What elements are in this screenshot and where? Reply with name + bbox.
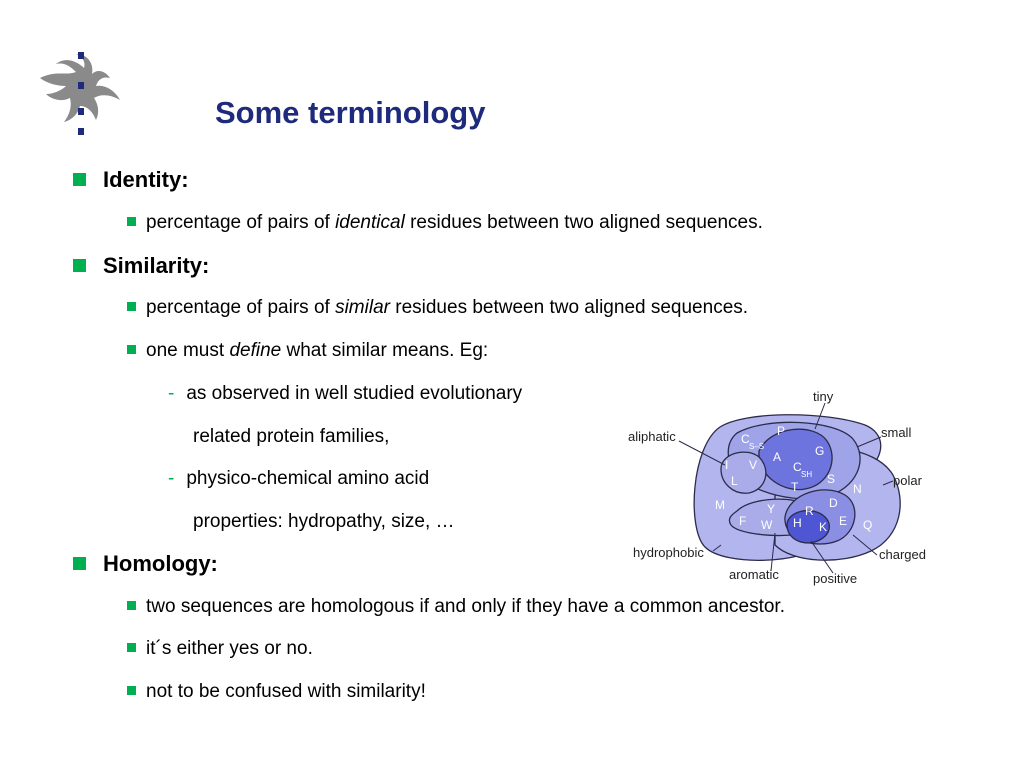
label-aliphatic: aliphatic bbox=[628, 429, 676, 444]
small-bullet-icon bbox=[127, 217, 136, 226]
emphasis: identical bbox=[335, 212, 405, 233]
text-part: percentage of pairs of bbox=[146, 212, 336, 233]
text-part: percentage of pairs of bbox=[146, 297, 336, 318]
square-bullet-icon bbox=[73, 557, 86, 570]
label-polar: polar bbox=[893, 473, 922, 488]
residue-y: Y bbox=[767, 502, 776, 516]
text-part: two sequences are homologous if and only if they have a common ancestor. bbox=[146, 596, 785, 617]
homology-heading-row bbox=[73, 551, 218, 577]
similarity-sub-item-continued: related protein families, bbox=[193, 426, 390, 447]
homology-heading: Homology: bbox=[103, 551, 218, 576]
homology-item bbox=[127, 596, 785, 618]
label-charged: charged bbox=[879, 547, 926, 562]
residue-m: M bbox=[715, 498, 725, 512]
residue-n: N bbox=[853, 482, 862, 496]
emphasis: define bbox=[229, 340, 282, 361]
amino-acid-venn-diagram bbox=[625, 385, 945, 590]
residue-sh: SH bbox=[801, 470, 813, 479]
similarity-sub-item bbox=[168, 468, 429, 490]
residue-e: E bbox=[839, 514, 848, 528]
text-part: as observed in well studied evolutionary bbox=[186, 383, 523, 404]
residue-g: G bbox=[815, 444, 825, 458]
text-part: residues between two aligned sequences. bbox=[404, 212, 763, 233]
residue-v: V bbox=[749, 458, 758, 472]
slide-title: Some terminology bbox=[215, 95, 486, 130]
similarity-sub-item-continued: properties: hydropathy, size, … bbox=[193, 511, 455, 532]
identity-item bbox=[127, 212, 763, 234]
small-bullet-icon bbox=[127, 686, 136, 695]
residue-s: S bbox=[827, 472, 836, 486]
square-bullet-icon bbox=[73, 259, 86, 272]
similarity-heading: Similarity: bbox=[103, 253, 210, 278]
residue-h: H bbox=[793, 516, 802, 530]
label-small: small bbox=[881, 425, 912, 440]
small-bullet-icon bbox=[127, 302, 136, 311]
residue-t: T bbox=[791, 480, 799, 494]
residue-f: F bbox=[739, 514, 747, 528]
residue-l: L bbox=[731, 474, 738, 488]
small-bullet-icon bbox=[127, 643, 136, 652]
text-part: not to be confused with similarity! bbox=[146, 681, 426, 702]
similarity-heading-row bbox=[73, 253, 209, 279]
small-bullet-icon bbox=[127, 345, 136, 354]
label-tiny: tiny bbox=[813, 389, 834, 404]
identity-heading: Identity: bbox=[103, 167, 189, 192]
identity-heading-row bbox=[73, 167, 189, 193]
text-part: one must bbox=[146, 340, 230, 361]
residue-c: C bbox=[741, 432, 750, 446]
residue-q: Q bbox=[863, 518, 873, 532]
emphasis: similar bbox=[335, 297, 390, 318]
residue-ss: S–S bbox=[749, 442, 765, 451]
residue-w: W bbox=[761, 518, 773, 532]
residue-d: D bbox=[829, 496, 838, 510]
residue-i: I bbox=[725, 458, 729, 472]
similarity-item bbox=[127, 340, 488, 362]
text-part: it´s either yes or no. bbox=[146, 638, 313, 659]
university-flame-logo bbox=[36, 48, 126, 138]
homology-item bbox=[127, 681, 426, 703]
residue-k: K bbox=[819, 520, 828, 534]
text-part: physico-chemical amino acid bbox=[186, 468, 430, 489]
residue-r: R bbox=[805, 504, 814, 518]
label-positive: positive bbox=[813, 571, 858, 586]
label-aromatic: aromatic bbox=[729, 567, 779, 582]
dash-bullet: - bbox=[168, 383, 175, 404]
square-bullet-icon bbox=[73, 173, 86, 186]
residue-p: P bbox=[777, 424, 786, 438]
small-bullet-icon bbox=[127, 601, 136, 610]
residue-a: A bbox=[773, 450, 782, 464]
label-hydrophobic: hydrophobic bbox=[633, 545, 704, 560]
dash-bullet: - bbox=[168, 468, 175, 489]
similarity-sub-item bbox=[168, 383, 522, 405]
homology-item bbox=[127, 638, 313, 660]
residue-c-sh: C bbox=[793, 460, 802, 474]
text-part: what similar means. Eg: bbox=[281, 340, 489, 361]
similarity-item bbox=[127, 297, 748, 319]
text-part: residues between two aligned sequences. bbox=[389, 297, 749, 318]
